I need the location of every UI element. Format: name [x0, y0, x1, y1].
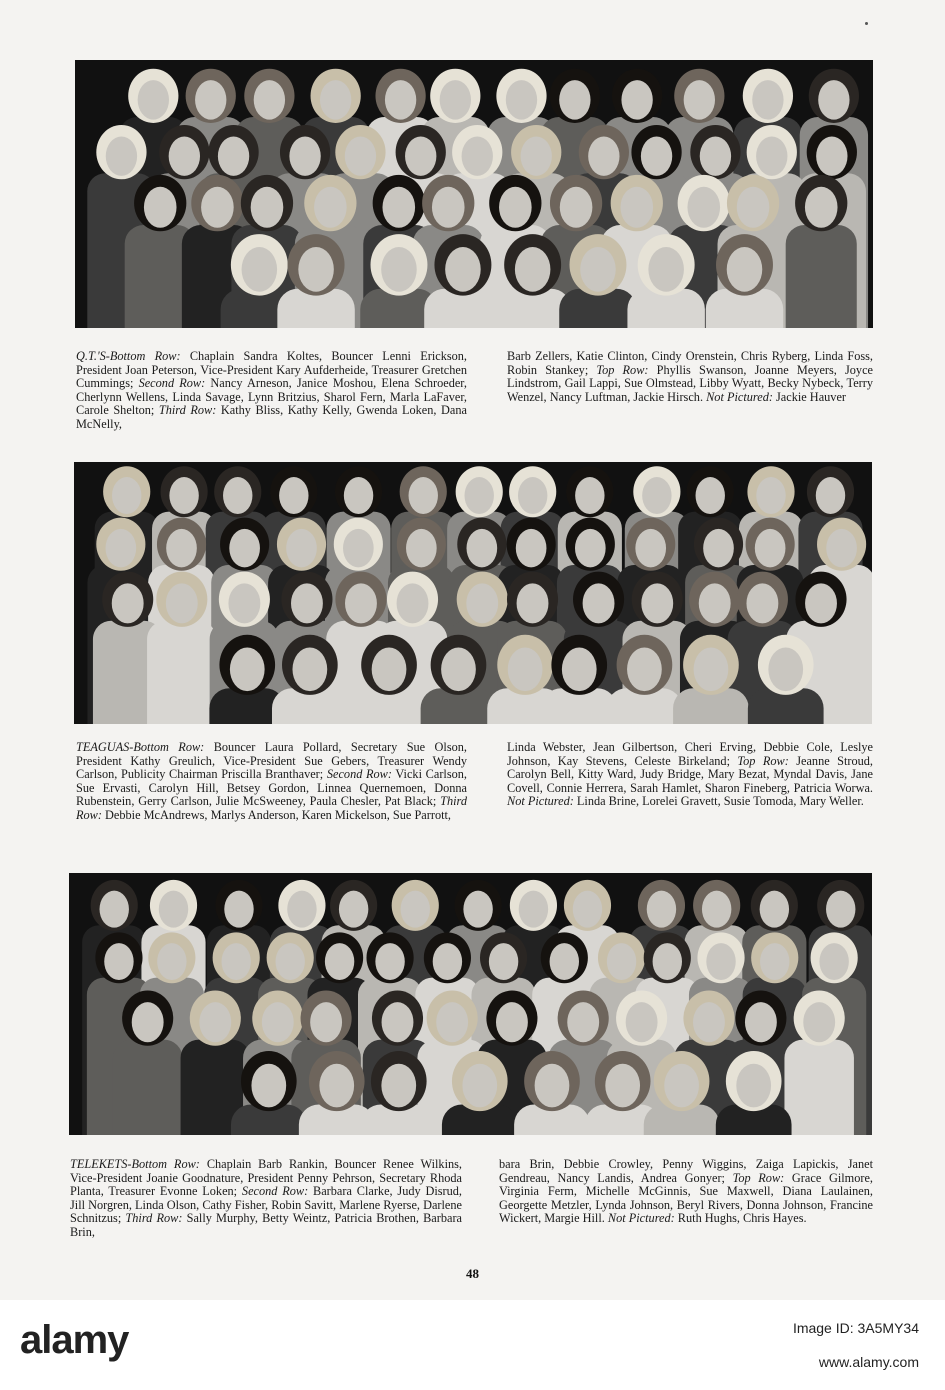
- alamy-logo: alamy: [20, 1318, 129, 1362]
- caption-row-label: Not Pictured:: [706, 389, 773, 404]
- caption-row-label: Not Pictured:: [507, 794, 574, 809]
- caption-names: Nancy Arneson, Janice Moshou, Elena Schroeder, Cherlynn Wellens, Linda Savage, Lynn Britzius, Sharol Fern, Marla LaFaver, Carole Shelton;: [76, 376, 467, 418]
- paper-speck: [865, 22, 868, 25]
- page-number: 48: [466, 1266, 479, 1281]
- caption-names: Bouncer Laura Pollard, Secretary Sue Olson, President Kathy Greulich, Vice-President Sue Gebers, Treasurer Wendy Carlson, Publicity Chairman Priscilla Branthaver;: [76, 740, 467, 782]
- group-photo-telekets: [69, 873, 872, 1135]
- group-photo-qts: [75, 60, 873, 328]
- caption-row-label: Top Row:: [596, 362, 649, 377]
- caption-row-label: Third Row:: [125, 1211, 183, 1226]
- caption-names: Kathy Bliss, Kathy Kelly, Gwenda Loken, Dana McNelly,: [76, 403, 467, 431]
- caption-names: Chaplain Sandra Koltes, Bouncer Lenni Erickson, President Joan Peterson, Vice-President Kary Aufderheide, Treasurer Gretchen Cummings;: [76, 349, 467, 391]
- person-figure: [784, 991, 853, 1135]
- caption-row-label: Second Row:: [326, 767, 392, 782]
- caption-qts-left: [76, 350, 467, 432]
- caption-qts-right: [507, 350, 873, 404]
- person-figure: [786, 175, 857, 328]
- stock-watermark-bar: [0, 1300, 945, 1390]
- caption-row-label: TEAGUAS-Bottom Row:: [76, 740, 205, 754]
- caption-telekets-right: [499, 1158, 873, 1226]
- image-id: Image ID: 3A5MY34: [792, 1320, 919, 1336]
- caption-names: Linda Webster, Jean Gilbertson, Cheri Erving, Debbie Cole, Leslye Johnson, Kay Stevens, Celeste Birkeland;: [507, 740, 873, 768]
- caption-row-label: Second Row:: [241, 1184, 309, 1199]
- caption-names: Jeanne Stroud, Carolyn Bell, Kitty Ward, Judy Bridge, Mary Bezat, Myndal Davis, Jane Covell, Connie Herrera, Sarah Hamlet, Sharon Fineberg, Patricia Worwa.: [507, 753, 873, 795]
- caption-names: Grace Gilmore, Virginia Ferm, Michelle McGinnis, Sue Maxwell, Diana Laulainen, Georgette Metzler, Lynda Johnson, Beryl Rivers, Donna Johnson, Francine Wickert, Margie Hill.: [499, 1170, 873, 1226]
- caption-telekets-left: [70, 1158, 462, 1240]
- caption-names: Jackie Hauver: [772, 389, 846, 404]
- caption-names: Debbie McAndrews, Marlys Anderson, Karen Mickelson, Sue Parrott,: [101, 807, 451, 822]
- caption-names: Vicki Carlson, Sue Ervasti, Carolyn Hill, Betsey Gordon, Linnea Quernemoen, Donna Rubenstein, Gerry Carlson, Julie McSweeney, Paula Chesler, Pat Black;: [76, 767, 467, 809]
- caption-names: Barb Zellers, Katie Clinton, Cindy Orenstein, Chris Ryberg, Linda Foss, Robin Stankey;: [507, 349, 873, 377]
- caption-names: Barbara Clarke, Judy Disrud, Jill Norgren, Linda Olson, Cathy Fisher, Robin Savitt, Marlene Ryerse, Darlene Schnitzus;: [70, 1184, 463, 1226]
- caption-row-label: Not Pictured:: [607, 1211, 675, 1226]
- caption-row-label: Top Row:: [732, 1170, 785, 1185]
- caption-row-label: Third Row:: [76, 794, 467, 822]
- caption-teaguas-left: [76, 741, 467, 823]
- caption-row-label: Third Row:: [158, 403, 217, 418]
- caption-names: Linda Brine, Lorelei Gravett, Susie Tomoda, Mary Weller.: [573, 794, 864, 809]
- caption-names: Sally Murphy, Betty Weintz, Patricia Brothen, Barbara Brin,: [70, 1211, 463, 1239]
- caption-names: bara Brin, Debbie Crowley, Penny Wiggins, Zaiga Lapickis, Janet Gendreau, Nancy Landis, Andrea Gonyer;: [499, 1157, 873, 1185]
- caption-names: Ruth Hughs, Chris Hayes.: [674, 1211, 807, 1226]
- caption-names: Chaplain Barb Rankin, Bouncer Renee Wilkins, Vice-President Joanie Goodnature, President Penny Pehrson, Secretary Rhoda Planta, Treasurer Evonne Loken;: [70, 1157, 462, 1199]
- group-photo-teaguas: [74, 462, 872, 724]
- caption-teaguas-right: [507, 741, 873, 809]
- stock-url: www.alamy.com: [818, 1354, 919, 1370]
- caption-names: Phyllis Swanson, Joanne Meyers, Joyce Lindstrom, Gail Lappi, Sue Olmstead, Libby Wyatt, Becky Nybeck, Terry Wenzel, Nancy Luftman, Jackie Hirsch.: [507, 362, 873, 404]
- caption-row-label: Second Row:: [138, 376, 206, 391]
- caption-row-label: Q.T.'S-Bottom Row:: [76, 349, 181, 363]
- person-figure: [147, 572, 216, 724]
- caption-row-label: Top Row:: [737, 753, 789, 768]
- person-figure: [113, 991, 182, 1135]
- caption-row-label: TELEKETS-Bottom Row:: [70, 1157, 200, 1171]
